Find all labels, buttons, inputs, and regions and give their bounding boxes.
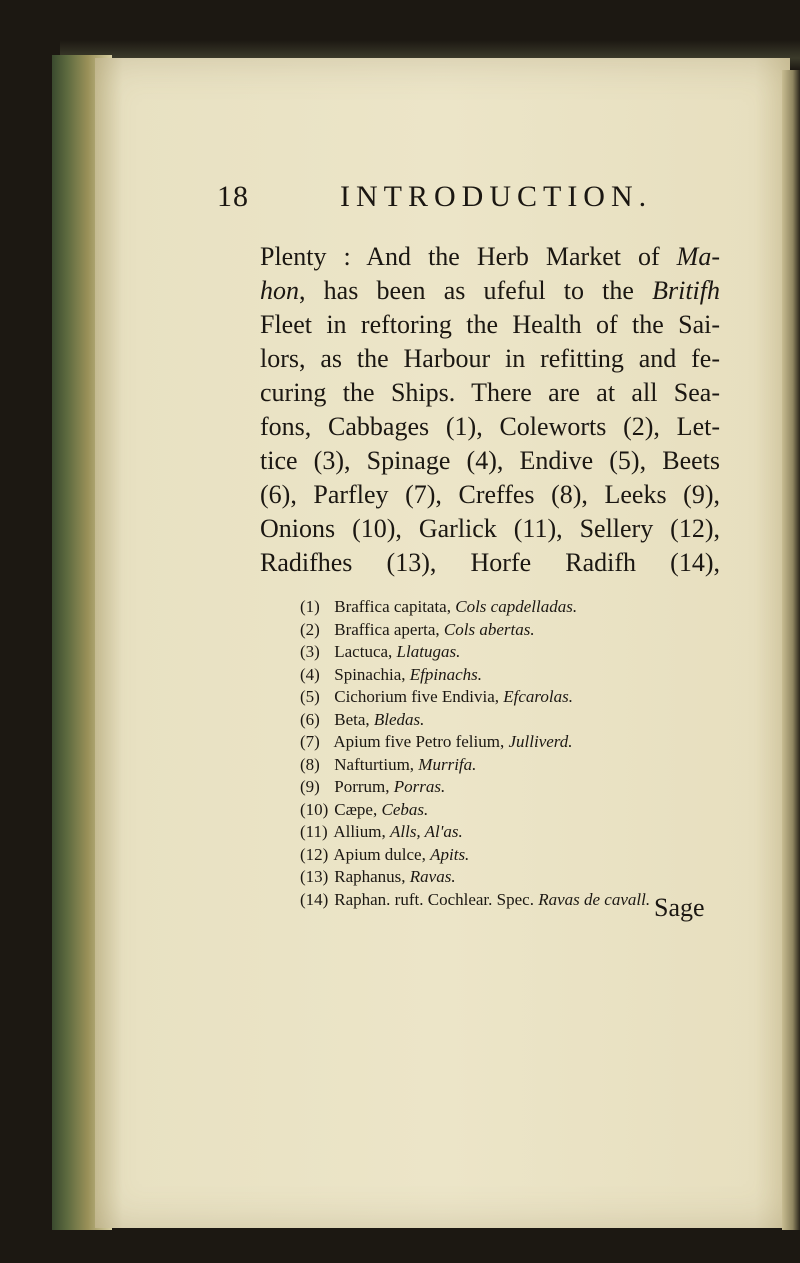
footnotes bbox=[300, 596, 740, 911]
page-number: 18 bbox=[217, 180, 249, 213]
footnote: (13) Raphanus, Ravas. bbox=[300, 867, 456, 886]
footnote: (14) Raphan. ruft. Cochlear. Spec. Ravas de cavall. bbox=[300, 889, 651, 909]
footnote: (10) Cæpe, Cebas. bbox=[300, 799, 429, 819]
footnote: (9) Porrum, Porras. bbox=[300, 777, 446, 796]
body-line: (6), Parfley (7), Creffes (8), Leeks (9), bbox=[260, 480, 720, 509]
body-line: Fleet in reftoring the Health of the Sai- bbox=[260, 310, 720, 339]
footnote: (7) Apium five Petro felium, Julliverd. bbox=[300, 732, 573, 751]
footnote: (4) Spinachia, Efpinachs. bbox=[300, 664, 483, 684]
body-line: curing the Ships. There are at all Sea- bbox=[260, 378, 720, 407]
footnote: (6) Beta, Bledas. bbox=[300, 709, 425, 729]
footnote: (2) Braffica aperta, Cols abertas. bbox=[300, 619, 535, 639]
running-head: INTRODUCTION. bbox=[340, 180, 653, 213]
footnote: (12) Apium dulce, Apits. bbox=[300, 844, 470, 864]
body-line: lors, as the Harbour in refitting and fe- bbox=[260, 344, 720, 373]
body-line: Onions (10), Garlick (11), Sellery (12), bbox=[260, 514, 720, 543]
catchword: Sage bbox=[654, 893, 705, 922]
body-line: Plenty : And the Herb Market of Ma- bbox=[260, 242, 720, 271]
footnote: (8) Nafturtium, Murrifa. bbox=[300, 754, 477, 774]
body-line: tice (3), Spinage (4), Endive (5), Beets bbox=[260, 446, 720, 475]
body-line: Radifhes (13), Horfe Radifh (14), bbox=[260, 548, 720, 577]
body-line: hon, has been as ufeful to the Britifh bbox=[260, 276, 720, 305]
footnote: (1) Braffica capitata, Cols capdelladas. bbox=[300, 597, 578, 616]
body-text bbox=[260, 240, 720, 580]
body-line: fons, Cabbages (1), Coleworts (2), Let- bbox=[260, 412, 720, 441]
footnote: (5) Cichorium five Endivia, Efcarolas. bbox=[300, 687, 574, 706]
page-edge bbox=[782, 70, 800, 1230]
footnote: (3) Lactuca, Llatugas. bbox=[300, 642, 461, 661]
footnote: (11) Allium, Alls, Al'as. bbox=[300, 822, 463, 841]
